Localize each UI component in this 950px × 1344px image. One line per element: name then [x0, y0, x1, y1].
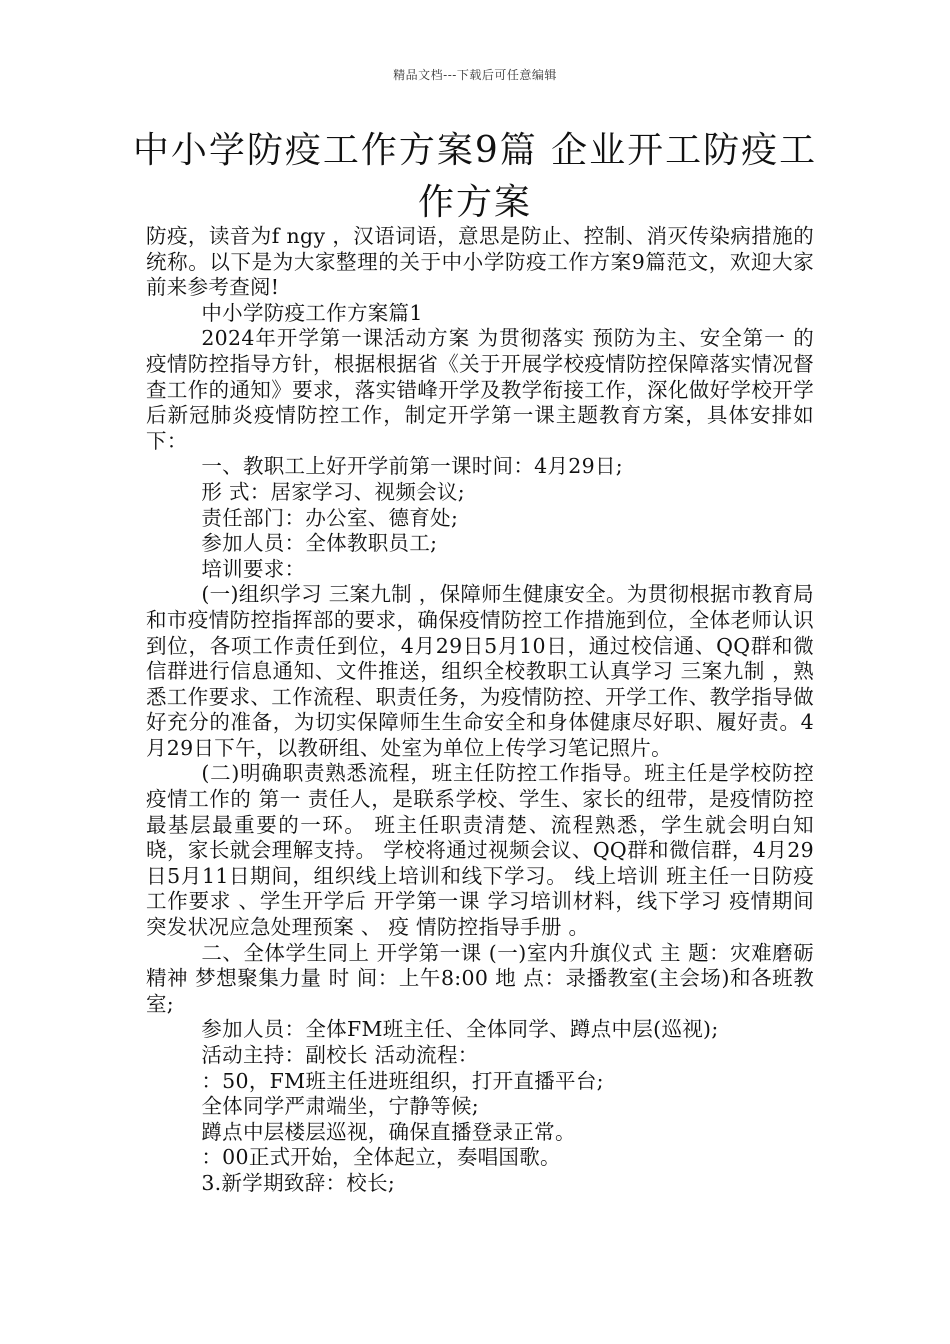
body-paragraph: 参加人员：全体FM班主任、全体同学、蹲点中层(巡视);	[201, 1017, 719, 1042]
body-paragraph: ：00正式开始，全体起立，奏唱国歌。	[201, 1145, 561, 1170]
body-paragraph: (一)组织学习 三案九制 ，保障师生健康安全。为贯彻根据市教育局和市疫情防控指挥部的要求，确保疫情防控工作措施到位，全体老师认识到位，各项工作责任到位，4月29日5月10日，通过校信通、QQ群和微信群进行信息通知、文件推送，组织全校教职工认真学习 三案九制 ，熟悉工作要求、工作流程、职责任务，为疫情防控、开学工作、教学指导做好充分的准备，为切实保障师生生命安全和身体健康尽好职、履好责。4月29日下午，以教研组、处室为单位上传学习笔记照片。	[146, 582, 814, 760]
section-heading: 中小学防疫工作方案篇1	[201, 300, 423, 325]
body-paragraph: 全体同学严肃端坐，宁静等候;	[201, 1094, 479, 1119]
body-paragraph: 责任部门：办公室、德育处;	[201, 505, 459, 530]
body-paragraph: 2024年开学第一课活动方案 为贯彻落实 预防为主、安全第一 的疫情防控指导方针，根据根据省《关于开展学校疫情防控保障落实情况督查工作的通知》要求，落实错峰开学及教学衔接工作，深化做好学校开学后新冠肺炎疫情防控工作，制定开学第一课主题教育方案，具体安排如下：	[146, 326, 814, 453]
document-body	[146, 224, 814, 1197]
body-paragraph: ：50，FM班主任进班组织，打开直播平台;	[201, 1068, 604, 1093]
document-title: 中小学防疫工作方案9篇 企业开工防疫工作方案	[132, 130, 818, 223]
body-paragraph: (二)明确职责熟悉流程，班主任防控工作指导。班主任是学校防控疫情工作的 第一 责任人，是联系学校、学生、家长的纽带，是疫情防控最基层最重要的一环。 班主任职责清楚、流程熟悉，学生就会明白知晓，家长就会理解支持。 学校将通过视频会议、QQ群和微信群，4月29日5月11日期间，组织线上培训和线下学习。 线上培训 班主任一日防疫工作要求 、学生开学后 开学第一课 学习培训材料，线下学习 疫情期间突发状况应急处理预案 、 疫 情防控指导手册 。	[146, 761, 814, 940]
page-header-note: 精品文档---下载后可任意编辑	[393, 68, 557, 82]
body-paragraph: 参加人员：全体教职员工;	[201, 531, 438, 556]
body-paragraph: 培训要求：	[201, 556, 306, 581]
body-paragraph: 一、教职工上好开学前第一课时间：4月29日;	[201, 454, 623, 479]
body-paragraph: 3.新学期致辞：校长;	[201, 1170, 396, 1195]
body-paragraph: 活动主持：副校长 活动流程：	[201, 1043, 479, 1067]
body-paragraph: 蹲点中层楼层巡视，确保直播登录正常。	[201, 1119, 576, 1144]
body-paragraph: 形 式：居家学习、视频会议;	[201, 479, 465, 504]
body-paragraph: 二、全体学生同上 开学第一课 (一)室内升旗仪式 主 题：灾难磨砺精神 梦想聚集力量 时 间：上午8:00 地 点：录播教室(主会场)和各班教室;	[146, 940, 814, 1016]
intro-paragraph: 防疫，读音为f ngy ，汉语词语，意思是防止、控制、消灭传染病措施的统称。以下是为大家整理的关于中小学防疫工作方案9篇范文，欢迎大家前来参考查阅!	[146, 224, 814, 300]
